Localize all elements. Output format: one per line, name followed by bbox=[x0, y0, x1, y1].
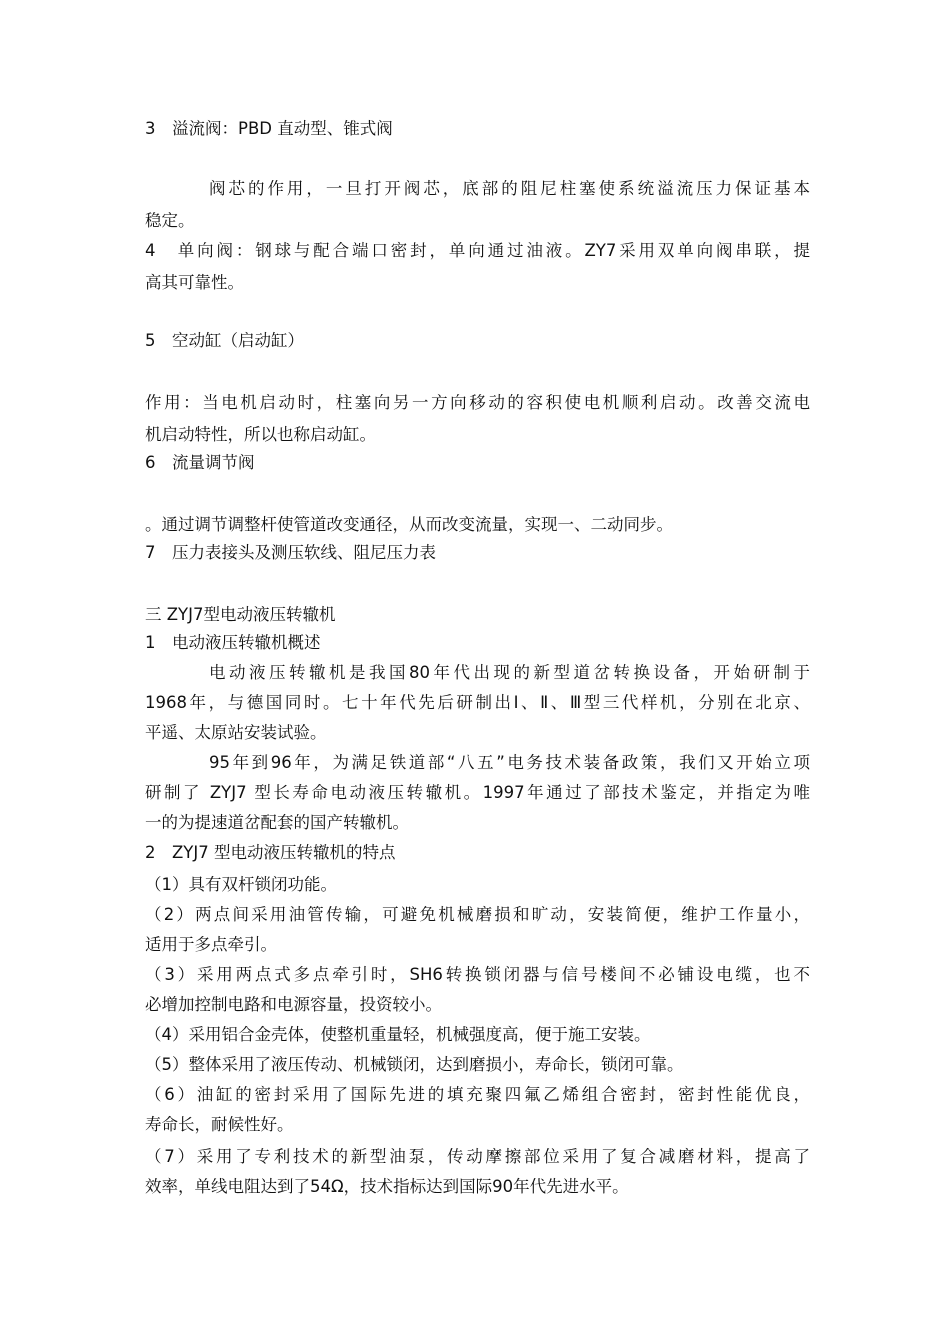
paragraph-line: 95年到96年，为满足铁道部“八五”电务技术装备政策，我们又开始立项 bbox=[209, 753, 810, 772]
list-item: （6）油缸的密封采用了国际先进的填充聚四氟乙烯组合密封，密封性能优良， bbox=[145, 1085, 810, 1104]
section-heading-1: 1 电动液压转辙机概述 bbox=[145, 633, 321, 652]
paragraph-line: 效率，单线电阻达到了54Ω，技术指标达到国际90年代先进水平。 bbox=[145, 1177, 629, 1196]
paragraph-line: 研制了 ZYJ7 型长寿命电动液压转辙机。1997年通过了部技术鉴定，并指定为唯 bbox=[145, 783, 810, 802]
list-item: （2）两点间采用油管传输，可避免机械磨损和旷动，安装简便，维护工作量小， bbox=[145, 905, 810, 924]
paragraph-line: 寿命长，耐候性好。 bbox=[145, 1115, 294, 1134]
list-item: （4）采用铝合金壳体，使整机重量轻，机械强度高，便于施工安装。 bbox=[145, 1025, 651, 1044]
paragraph-line: 机启动特性，所以也称启动缸。 bbox=[145, 425, 376, 444]
section-heading-4: 4 单向阀：钢球与配合端口密封，单向通过油液。ZY7采用双单向阀串联，提 bbox=[145, 241, 810, 260]
section-heading-7: 7 压力表接头及测压软线、阻尼压力表 bbox=[145, 543, 436, 562]
paragraph-line: 电动液压转辙机是我国80年代出现的新型道岔转换设备，开始研制于 bbox=[209, 663, 810, 682]
paragraph-line: 平遥、太原站安装试验。 bbox=[145, 723, 327, 742]
section-heading-5: 5 空动缸（启动缸） bbox=[145, 331, 304, 350]
paragraph-line: 一的为提速道岔配套的国产转辙机。 bbox=[145, 813, 409, 832]
paragraph-line: 作用：当电机启动时，柱塞向另一方向移动的容积使电机顺利启动。改善交流电 bbox=[145, 393, 810, 412]
section-heading-6: 6 流量调节阀 bbox=[145, 453, 255, 472]
section-heading-3: 3 溢流阀：PBD 直动型、锥式阀 bbox=[145, 119, 393, 138]
paragraph-line: 1968年，与德国同时。七十年代先后研制出Ⅰ、Ⅱ、Ⅲ型三代样机，分别在北京、 bbox=[145, 693, 810, 712]
list-item: （5）整体采用了液压传动、机械锁闭，达到磨损小，寿命长，锁闭可靠。 bbox=[145, 1055, 684, 1074]
paragraph-line: 适用于多点牵引。 bbox=[145, 935, 277, 954]
section-heading-2: 2 ZYJ7 型电动液压转辙机的特点 bbox=[145, 843, 396, 862]
paragraph-line: 。通过调节调整杆使管道改变通径，从而改变流量，实现一、二动同步。 bbox=[145, 515, 673, 534]
list-item: （7）采用了专利技术的新型油泵，传动摩擦部位采用了复合减磨材料，提高了 bbox=[145, 1147, 810, 1166]
chapter-heading: 三 ZYJ7型电动液压转辙机 bbox=[145, 605, 336, 624]
list-item: （1）具有双杆锁闭功能。 bbox=[145, 875, 337, 894]
paragraph-line: 高其可靠性。 bbox=[145, 273, 244, 292]
paragraph-line: 必增加控制电路和电源容量，投资较小。 bbox=[145, 995, 442, 1014]
list-item: （3）采用两点式多点牵引时，SH6转换锁闭器与信号楼间不必铺设电缆，也不 bbox=[145, 965, 810, 984]
paragraph-line: 阀芯的作用，一旦打开阀芯，底部的阻尼柱塞使系统溢流压力保证基本 bbox=[209, 179, 810, 198]
paragraph-line: 稳定。 bbox=[145, 211, 195, 230]
